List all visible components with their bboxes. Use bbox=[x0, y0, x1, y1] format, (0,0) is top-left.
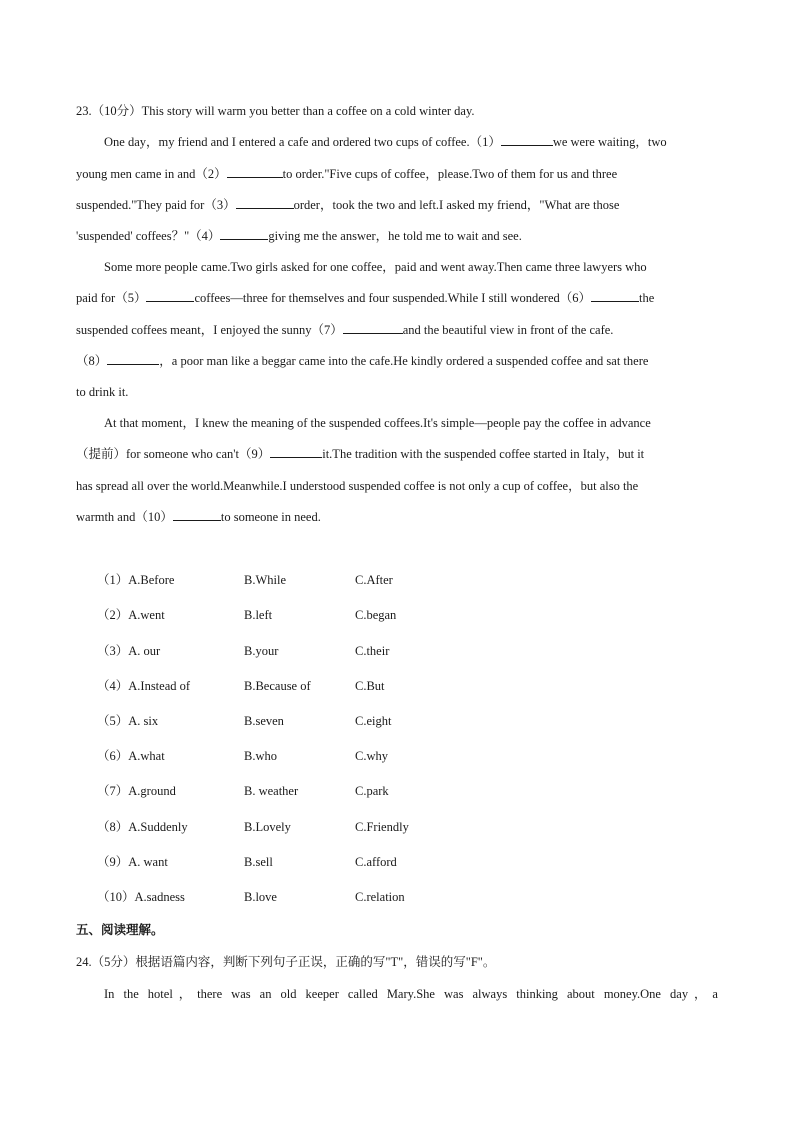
text: it.The tradition with the suspended coffee started in Italy，but it bbox=[322, 447, 645, 461]
option-a[interactable]: （6）A.what bbox=[97, 749, 165, 763]
option-a[interactable]: （3）A. our bbox=[97, 644, 161, 658]
blank-1[interactable] bbox=[501, 134, 553, 146]
text: One day，my friend and I entered a cafe and ordered two cups of coffee.（1） bbox=[104, 135, 501, 149]
paragraph-2-line-4 bbox=[76, 353, 718, 369]
blank-10[interactable] bbox=[173, 509, 221, 521]
blank-4[interactable] bbox=[220, 228, 268, 240]
option-c[interactable]: C.park bbox=[355, 784, 389, 798]
paragraph-2-line-5: to drink it. bbox=[76, 385, 129, 399]
option-c[interactable]: C.Friendly bbox=[355, 820, 409, 834]
option-b[interactable]: B.love bbox=[244, 890, 277, 904]
text: ，a poor man like a beggar came into the cafe.He kindly ordered a suspended coffee and sat there bbox=[159, 354, 649, 368]
paragraph-3-line-1: At that moment，I knew the meaning of the suspended coffees.It's simple—people pay the coffee in advance bbox=[104, 416, 651, 430]
option-c[interactable]: C.why bbox=[355, 749, 388, 763]
option-c[interactable]: C.relation bbox=[355, 890, 405, 904]
text: （提前）for someone who can't（9） bbox=[76, 447, 271, 461]
option-c[interactable]: C.their bbox=[355, 644, 390, 658]
option-b[interactable]: B.seven bbox=[244, 714, 284, 728]
text: suspended coffees meant，I enjoyed the sunny（7） bbox=[76, 323, 343, 337]
option-b[interactable]: B. weather bbox=[244, 784, 299, 798]
text: order，took the two and left.I asked my friend，"What are those bbox=[293, 198, 620, 212]
blank-6[interactable] bbox=[591, 290, 639, 302]
text: （8） bbox=[76, 354, 108, 368]
paragraph-3-line-4 bbox=[76, 509, 718, 525]
option-b[interactable]: B.While bbox=[244, 573, 287, 587]
paragraph-1-line-3 bbox=[76, 197, 718, 213]
option-a[interactable]: （1）A.Before bbox=[97, 573, 175, 587]
paragraph-2-line-2 bbox=[76, 290, 718, 306]
option-a[interactable]: （7）A.ground bbox=[97, 784, 176, 798]
section-title: 五、阅读理解。 bbox=[76, 923, 164, 937]
paragraph-1-line-2 bbox=[76, 166, 718, 182]
option-c[interactable]: C.eight bbox=[355, 714, 392, 728]
paragraph-2-line-3 bbox=[76, 322, 718, 338]
blank-2[interactable] bbox=[227, 166, 283, 178]
text: to someone in need. bbox=[220, 510, 321, 524]
text: and the beautiful view in front of the cafe. bbox=[402, 323, 614, 337]
blank-7[interactable] bbox=[343, 322, 403, 334]
option-c[interactable]: C.But bbox=[355, 679, 385, 693]
text: 'suspended' coffees？"（4） bbox=[76, 229, 221, 243]
paragraph-1-line-1 bbox=[104, 134, 718, 150]
paragraph-3-line-3: has spread all over the world.Meanwhile.I understood suspended coffee is not only a cup of coffee，but also the bbox=[76, 479, 639, 493]
question-24-line-1: In the hotel，there was an old keeper called Mary.She was always thinking about money.One day，a bbox=[104, 987, 718, 1001]
option-c[interactable]: C.After bbox=[355, 573, 393, 587]
blank-3[interactable] bbox=[236, 197, 294, 209]
text: paid for（5） bbox=[76, 291, 147, 305]
question-23-header: 23.（10分）This story will warm you better than a coffee on a cold winter day. bbox=[76, 104, 475, 118]
paragraph-2-line-1: Some more people came.Two girls asked for one coffee，paid and went away.Then came three lawyers who bbox=[104, 260, 647, 274]
text: we were waiting，two bbox=[552, 135, 667, 149]
text: coffees—three for themselves and four suspended.While I still wondered（6） bbox=[194, 291, 592, 305]
question-24-header: 24.（5分）根据语篇内容，判断下列句子正误，正确的写"T"，错误的写"F"。 bbox=[76, 955, 496, 969]
option-a[interactable]: （2）A.went bbox=[97, 608, 165, 622]
text: suspended."They paid for（3） bbox=[76, 198, 236, 212]
text: to order."Five cups of coffee，please.Two of them for us and three bbox=[282, 167, 618, 181]
text: young men came in and（2） bbox=[76, 167, 227, 181]
option-b[interactable]: B.left bbox=[244, 608, 273, 622]
option-a[interactable]: （4）A.Instead of bbox=[97, 679, 191, 693]
option-a[interactable]: （8）A.Suddenly bbox=[97, 820, 188, 834]
text: the bbox=[639, 291, 655, 305]
option-c[interactable]: C.began bbox=[355, 608, 397, 622]
option-a[interactable]: （10）A.sadness bbox=[97, 890, 185, 904]
option-b[interactable]: B.sell bbox=[244, 855, 273, 869]
option-b[interactable]: B.who bbox=[244, 749, 277, 763]
option-b[interactable]: B.Because of bbox=[244, 679, 311, 693]
option-b[interactable]: B.your bbox=[244, 644, 279, 658]
text: warmth and（10） bbox=[76, 510, 173, 524]
paragraph-3-line-2 bbox=[76, 446, 718, 462]
option-b[interactable]: B.Lovely bbox=[244, 820, 291, 834]
blank-8[interactable] bbox=[107, 353, 159, 365]
blank-5[interactable] bbox=[146, 290, 194, 302]
text: giving me the answer，he told me to wait and see. bbox=[268, 229, 522, 243]
blank-9[interactable] bbox=[270, 446, 322, 458]
option-c[interactable]: C.afford bbox=[355, 855, 397, 869]
option-a[interactable]: （5）A. six bbox=[97, 714, 159, 728]
option-a[interactable]: （9）A. want bbox=[97, 855, 168, 869]
paragraph-1-line-4 bbox=[76, 228, 718, 244]
